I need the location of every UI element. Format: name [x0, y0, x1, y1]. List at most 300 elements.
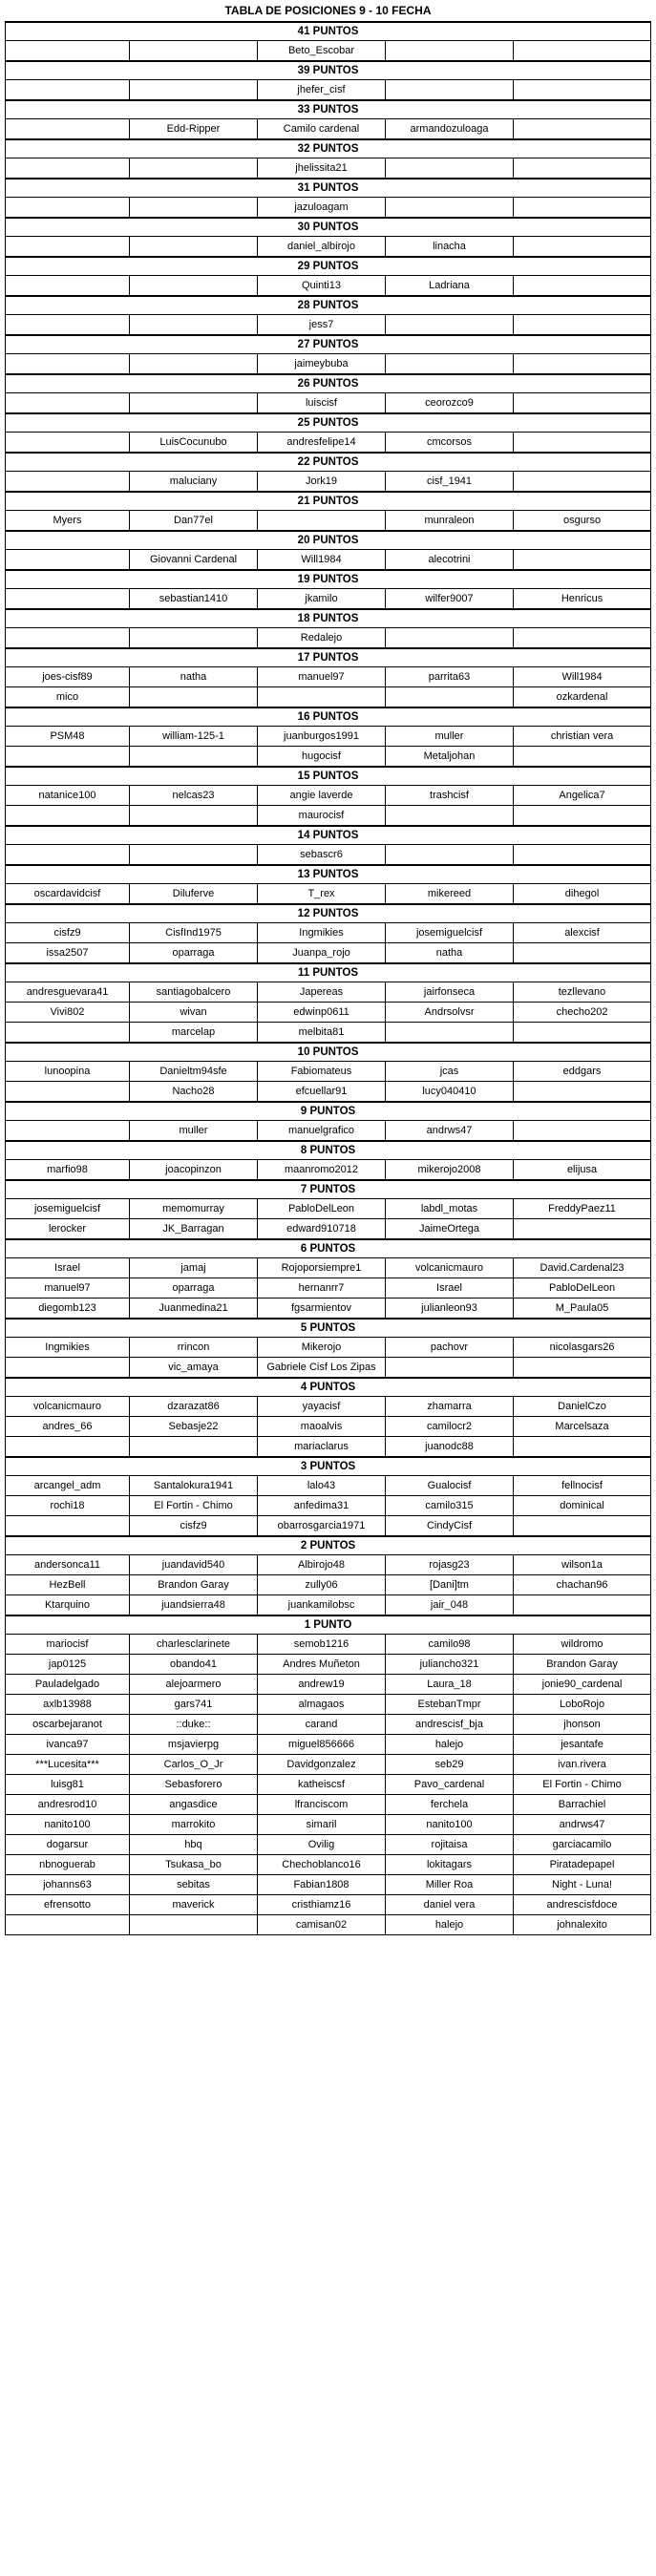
player-row	[6, 1675, 651, 1695]
player-cell	[514, 158, 651, 179]
player-cell	[514, 393, 651, 414]
player-row	[6, 1815, 651, 1835]
player-cell: Gualocisf	[386, 1476, 514, 1496]
player-cell: labdl_motas	[386, 1199, 514, 1219]
player-cell: axlb13988	[6, 1695, 130, 1715]
player-row	[6, 550, 651, 571]
player-cell: oparraga	[130, 943, 258, 964]
player-cell	[6, 1915, 130, 1935]
player-cell: zully06	[258, 1575, 386, 1595]
player-cell: jesantafe	[514, 1735, 651, 1755]
player-cell: marfio98	[6, 1160, 130, 1181]
player-cell	[6, 158, 130, 179]
player-cell: JaimeOrtega	[386, 1219, 514, 1240]
player-cell	[514, 237, 651, 258]
player-cell: Ktarquino	[6, 1595, 130, 1616]
points-group-label: 17 PUNTOS	[6, 648, 651, 667]
player-cell: garciacamilo	[514, 1835, 651, 1855]
player-cell	[386, 1023, 514, 1044]
player-cell: mikereed	[386, 884, 514, 905]
player-cell: muller	[130, 1121, 258, 1142]
player-cell: andresguevara41	[6, 982, 130, 1003]
player-cell: parrita63	[386, 667, 514, 687]
player-cell: Israel	[386, 1278, 514, 1299]
player-row	[6, 1835, 651, 1855]
points-group-header	[6, 374, 651, 393]
player-row	[6, 1219, 651, 1240]
points-group-header	[6, 61, 651, 80]
player-cell: ceorozco9	[386, 393, 514, 414]
player-cell: Will1984	[258, 550, 386, 571]
points-group-header	[6, 904, 651, 923]
player-cell: Tsukasa_bo	[130, 1855, 258, 1875]
points-group-label: 2 PUNTOS	[6, 1536, 651, 1555]
player-cell: andersonca11	[6, 1555, 130, 1575]
player-cell: PabloDelLeon	[514, 1278, 651, 1299]
points-group-header	[6, 1102, 651, 1121]
player-cell: hernanrr7	[258, 1278, 386, 1299]
player-cell: Vivi802	[6, 1003, 130, 1023]
player-cell: tezllevano	[514, 982, 651, 1003]
player-cell	[6, 41, 130, 62]
player-cell: CindyCisf	[386, 1516, 514, 1537]
player-row	[6, 589, 651, 610]
player-cell: natanice100	[6, 786, 130, 806]
player-row	[6, 1895, 651, 1915]
player-cell: Edd-Ripper	[130, 119, 258, 140]
player-cell: M_Paula05	[514, 1299, 651, 1320]
player-row	[6, 1595, 651, 1616]
player-cell	[6, 433, 130, 454]
player-cell	[514, 119, 651, 140]
player-row	[6, 1199, 651, 1219]
player-cell	[6, 1082, 130, 1103]
points-group-label: 14 PUNTOS	[6, 826, 651, 845]
points-group-label: 1 PUNTO	[6, 1615, 651, 1635]
player-cell	[514, 315, 651, 336]
points-group-label: 12 PUNTOS	[6, 904, 651, 923]
player-cell: juandsierra48	[130, 1595, 258, 1616]
player-cell: Beto_Escobar	[258, 41, 386, 62]
player-cell: Brandon Garay	[130, 1575, 258, 1595]
player-cell: Pavo_cardenal	[386, 1775, 514, 1795]
player-cell	[386, 198, 514, 219]
player-cell: marcelap	[130, 1023, 258, 1044]
player-cell: anfedima31	[258, 1496, 386, 1516]
player-cell: El Fortin - Chimo	[130, 1496, 258, 1516]
player-cell: lucy040410	[386, 1082, 514, 1103]
player-cell: Night - Luna!	[514, 1875, 651, 1895]
player-cell	[386, 687, 514, 708]
points-group-label: 22 PUNTOS	[6, 453, 651, 472]
player-cell: jonie90_cardenal	[514, 1675, 651, 1695]
player-cell: andrescisfdoce	[514, 1895, 651, 1915]
points-group-header	[6, 413, 651, 433]
player-cell	[514, 1023, 651, 1044]
player-cell: Sebasforero	[130, 1775, 258, 1795]
points-group-label: 16 PUNTOS	[6, 707, 651, 727]
player-cell: juanburgos1991	[258, 727, 386, 747]
player-cell: fgsarmientov	[258, 1299, 386, 1320]
points-group-label: 20 PUNTOS	[6, 531, 651, 550]
player-row	[6, 1795, 651, 1815]
player-cell: alexcisf	[514, 923, 651, 943]
player-cell	[6, 628, 130, 649]
player-row	[6, 433, 651, 454]
player-cell	[514, 198, 651, 219]
player-cell: rojitaisa	[386, 1835, 514, 1855]
player-cell: Sebasje22	[130, 1417, 258, 1437]
player-cell	[130, 158, 258, 179]
player-cell: Myers	[6, 511, 130, 532]
player-row	[6, 354, 651, 375]
player-row	[6, 1575, 651, 1595]
player-cell: wivan	[130, 1003, 258, 1023]
player-cell	[130, 628, 258, 649]
player-cell	[6, 1023, 130, 1044]
player-cell: Redalejo	[258, 628, 386, 649]
points-group-header	[6, 1180, 651, 1199]
player-cell: rrincon	[130, 1338, 258, 1358]
player-cell	[130, 80, 258, 101]
player-cell: angasdice	[130, 1795, 258, 1815]
player-cell	[6, 747, 130, 768]
player-cell: rochi18	[6, 1496, 130, 1516]
player-cell: jkamilo	[258, 589, 386, 610]
player-cell: andres_66	[6, 1417, 130, 1437]
points-group-header	[6, 1319, 651, 1338]
player-cell: oscardavidcisf	[6, 884, 130, 905]
points-group-label: 21 PUNTOS	[6, 492, 651, 511]
player-cell: armandozuloaga	[386, 119, 514, 140]
player-row	[6, 1023, 651, 1044]
points-group-header	[6, 1378, 651, 1397]
player-cell	[514, 80, 651, 101]
player-cell: joes-cisf89	[6, 667, 130, 687]
player-cell: natha	[386, 943, 514, 964]
player-row	[6, 1476, 651, 1496]
points-group-label: 31 PUNTOS	[6, 179, 651, 198]
points-group-header	[6, 179, 651, 198]
player-row	[6, 943, 651, 964]
player-cell: Ingmikies	[6, 1338, 130, 1358]
player-cell: nbnoguerab	[6, 1855, 130, 1875]
player-cell	[514, 550, 651, 571]
player-cell: efcuellar91	[258, 1082, 386, 1103]
player-cell	[130, 315, 258, 336]
points-group-header	[6, 218, 651, 237]
player-cell	[386, 315, 514, 336]
player-cell: ivan.rivera	[514, 1755, 651, 1775]
player-cell: Santalokura1941	[130, 1476, 258, 1496]
player-cell: mico	[6, 687, 130, 708]
points-group-label: 33 PUNTOS	[6, 100, 651, 119]
player-cell: rojasg23	[386, 1555, 514, 1575]
player-cell	[6, 1516, 130, 1537]
player-cell: josemiguelcisf	[386, 923, 514, 943]
player-cell	[6, 1358, 130, 1379]
player-cell: Juanmedina21	[130, 1299, 258, 1320]
player-row	[6, 41, 651, 62]
points-group-header	[6, 100, 651, 119]
player-cell: checho202	[514, 1003, 651, 1023]
points-group-header	[6, 707, 651, 727]
player-cell: Miller Roa	[386, 1875, 514, 1895]
player-cell: carand	[258, 1715, 386, 1735]
player-cell: LoboRojo	[514, 1695, 651, 1715]
player-cell: Will1984	[514, 667, 651, 687]
player-cell: Quinti13	[258, 276, 386, 297]
player-cell: Dan77el	[130, 511, 258, 532]
player-cell: cisfz9	[6, 923, 130, 943]
player-cell	[514, 1121, 651, 1142]
points-group-label: 4 PUNTOS	[6, 1378, 651, 1397]
player-cell: johnalexito	[514, 1915, 651, 1935]
player-cell: vic_amaya	[130, 1358, 258, 1379]
player-row	[6, 1516, 651, 1537]
player-cell: Brandon Garay	[514, 1655, 651, 1675]
player-cell: juanodc88	[386, 1437, 514, 1458]
player-cell: Rojoporsiempre1	[258, 1258, 386, 1278]
player-row	[6, 1655, 651, 1675]
player-cell	[258, 511, 386, 532]
player-row	[6, 1855, 651, 1875]
player-cell: wilson1a	[514, 1555, 651, 1575]
points-group-label: 19 PUNTOS	[6, 570, 651, 589]
player-cell: muller	[386, 727, 514, 747]
player-cell: obando41	[130, 1655, 258, 1675]
player-row	[6, 845, 651, 866]
player-cell: ferchela	[386, 1795, 514, 1815]
player-cell: manuel97	[6, 1278, 130, 1299]
player-cell: camilocr2	[386, 1417, 514, 1437]
player-row	[6, 727, 651, 747]
player-cell: oscarbejaranot	[6, 1715, 130, 1735]
player-cell	[6, 1121, 130, 1142]
player-cell: Israel	[6, 1258, 130, 1278]
player-row	[6, 884, 651, 905]
player-cell: maoalvis	[258, 1417, 386, 1437]
player-cell: nelcas23	[130, 786, 258, 806]
player-cell: PSM48	[6, 727, 130, 747]
player-cell: wildromo	[514, 1635, 651, 1655]
player-cell: charlesclarinete	[130, 1635, 258, 1655]
player-cell: jazuloagam	[258, 198, 386, 219]
player-cell: mariaclarus	[258, 1437, 386, 1458]
points-group-header	[6, 453, 651, 472]
player-cell: luiscisf	[258, 393, 386, 414]
player-cell: nicolasgars26	[514, 1338, 651, 1358]
player-cell: juliancho321	[386, 1655, 514, 1675]
player-cell	[6, 393, 130, 414]
player-row	[6, 1417, 651, 1437]
player-cell: ivanca97	[6, 1735, 130, 1755]
player-cell: Diluferve	[130, 884, 258, 905]
player-cell: juandavid540	[130, 1555, 258, 1575]
player-cell: alejoarmero	[130, 1675, 258, 1695]
player-cell: camilo98	[386, 1635, 514, 1655]
page-title: TABLA DE POSICIONES 9 - 10 FECHA	[224, 4, 432, 17]
player-cell: arcangel_adm	[6, 1476, 130, 1496]
player-row	[6, 315, 651, 336]
player-cell: Ladriana	[386, 276, 514, 297]
player-cell: hugocisf	[258, 747, 386, 768]
player-cell: ozkardenal	[514, 687, 651, 708]
player-cell	[386, 41, 514, 62]
points-group-label: 30 PUNTOS	[6, 218, 651, 237]
player-cell: Jork19	[258, 472, 386, 493]
points-group-label: 26 PUNTOS	[6, 374, 651, 393]
player-cell	[6, 80, 130, 101]
player-cell: joacopinzon	[130, 1160, 258, 1181]
player-row	[6, 472, 651, 493]
player-cell	[130, 1437, 258, 1458]
points-group-label: 5 PUNTOS	[6, 1319, 651, 1338]
player-cell: Henricus	[514, 589, 651, 610]
points-group-label: 3 PUNTOS	[6, 1457, 651, 1476]
player-cell: hbq	[130, 1835, 258, 1855]
points-group-header	[6, 22, 651, 41]
player-row	[6, 1496, 651, 1516]
player-cell	[6, 845, 130, 866]
points-group-label: 28 PUNTOS	[6, 296, 651, 315]
player-cell: josemiguelcisf	[6, 1199, 130, 1219]
player-cell: seb29	[386, 1755, 514, 1775]
player-cell: Andrsolvsr	[386, 1003, 514, 1023]
player-cell: marrokito	[130, 1815, 258, 1835]
player-cell	[514, 806, 651, 827]
player-cell: Giovanni Cardenal	[130, 550, 258, 571]
player-cell	[514, 1082, 651, 1103]
player-cell: william-125-1	[130, 727, 258, 747]
player-cell	[386, 1358, 514, 1379]
player-row	[6, 1121, 651, 1142]
player-cell: nanito100	[6, 1815, 130, 1835]
player-cell: manuel97	[258, 667, 386, 687]
player-cell: lokitagars	[386, 1855, 514, 1875]
player-row	[6, 982, 651, 1003]
player-cell	[6, 472, 130, 493]
player-cell: jap0125	[6, 1655, 130, 1675]
player-cell: Ovilig	[258, 1835, 386, 1855]
player-cell	[386, 158, 514, 179]
player-row	[6, 1299, 651, 1320]
player-row	[6, 1062, 651, 1082]
player-cell: katheiscsf	[258, 1775, 386, 1795]
player-cell: andrws47	[514, 1815, 651, 1835]
player-cell: jair_048	[386, 1595, 514, 1616]
player-cell: daniel vera	[386, 1895, 514, 1915]
player-cell: Marcelsaza	[514, 1417, 651, 1437]
player-cell: diegomb123	[6, 1299, 130, 1320]
player-row	[6, 158, 651, 179]
player-cell: dogarsur	[6, 1835, 130, 1855]
player-cell: jcas	[386, 1062, 514, 1082]
player-cell: andrescisf_bja	[386, 1715, 514, 1735]
player-row	[6, 119, 651, 140]
player-row	[6, 786, 651, 806]
player-cell: cristhiamz16	[258, 1895, 386, 1915]
player-cell: sebastian1410	[130, 589, 258, 610]
player-cell: halejo	[386, 1735, 514, 1755]
player-cell: mikerojo2008	[386, 1160, 514, 1181]
player-cell: maanromo2012	[258, 1160, 386, 1181]
points-group-header	[6, 296, 651, 315]
player-cell	[514, 747, 651, 768]
player-cell: Laura_18	[386, 1675, 514, 1695]
player-cell: jhonson	[514, 1715, 651, 1735]
points-group-header	[6, 257, 651, 276]
player-cell: sebascr6	[258, 845, 386, 866]
player-cell	[386, 80, 514, 101]
player-cell: El Fortin - Chimo	[514, 1775, 651, 1795]
points-group-header	[6, 963, 651, 982]
player-cell: andresfelipe14	[258, 433, 386, 454]
player-cell: Fabian1808	[258, 1875, 386, 1895]
points-group-header	[6, 865, 651, 884]
player-cell	[130, 354, 258, 375]
player-row	[6, 393, 651, 414]
player-cell: issa2507	[6, 943, 130, 964]
standings-body	[6, 22, 651, 1935]
player-cell: obarrosgarcia1971	[258, 1516, 386, 1537]
player-cell: lerocker	[6, 1219, 130, 1240]
player-cell: daniel_albirojo	[258, 237, 386, 258]
points-group-label: 29 PUNTOS	[6, 257, 651, 276]
player-cell	[386, 806, 514, 827]
player-cell: Gabriele Cisf Los Zipas	[258, 1358, 386, 1379]
player-cell: semob1216	[258, 1635, 386, 1655]
player-cell: oparraga	[130, 1278, 258, 1299]
player-cell: Mikerojo	[258, 1338, 386, 1358]
player-row	[6, 1278, 651, 1299]
player-cell	[6, 315, 130, 336]
player-cell: chachan96	[514, 1575, 651, 1595]
player-cell	[514, 276, 651, 297]
player-cell: cisfz9	[130, 1516, 258, 1537]
player-cell: Fabiomateus	[258, 1062, 386, 1082]
player-cell: dzarazat86	[130, 1397, 258, 1417]
player-cell: wilfer9007	[386, 589, 514, 610]
points-group-label: 18 PUNTOS	[6, 609, 651, 628]
player-cell	[130, 237, 258, 258]
player-row	[6, 237, 651, 258]
points-group-label: 15 PUNTOS	[6, 767, 651, 786]
player-cell	[130, 845, 258, 866]
player-cell: maluciany	[130, 472, 258, 493]
points-group-label: 7 PUNTOS	[6, 1180, 651, 1199]
player-cell: PabloDelLeon	[258, 1199, 386, 1219]
player-cell: lalo43	[258, 1476, 386, 1496]
standings-table	[5, 21, 651, 1935]
player-row	[6, 198, 651, 219]
player-row	[6, 276, 651, 297]
player-cell: nanito100	[386, 1815, 514, 1835]
player-cell	[6, 119, 130, 140]
player-cell: Metaljohan	[386, 747, 514, 768]
player-row	[6, 1082, 651, 1103]
player-cell	[130, 41, 258, 62]
player-cell: osgurso	[514, 511, 651, 532]
player-row	[6, 923, 651, 943]
player-row	[6, 1258, 651, 1278]
points-group-header	[6, 767, 651, 786]
player-cell: LuisCocunubo	[130, 433, 258, 454]
player-row	[6, 806, 651, 827]
player-cell: lfranciscom	[258, 1795, 386, 1815]
player-cell: melbita81	[258, 1023, 386, 1044]
player-cell: Davidgonzalez	[258, 1755, 386, 1775]
